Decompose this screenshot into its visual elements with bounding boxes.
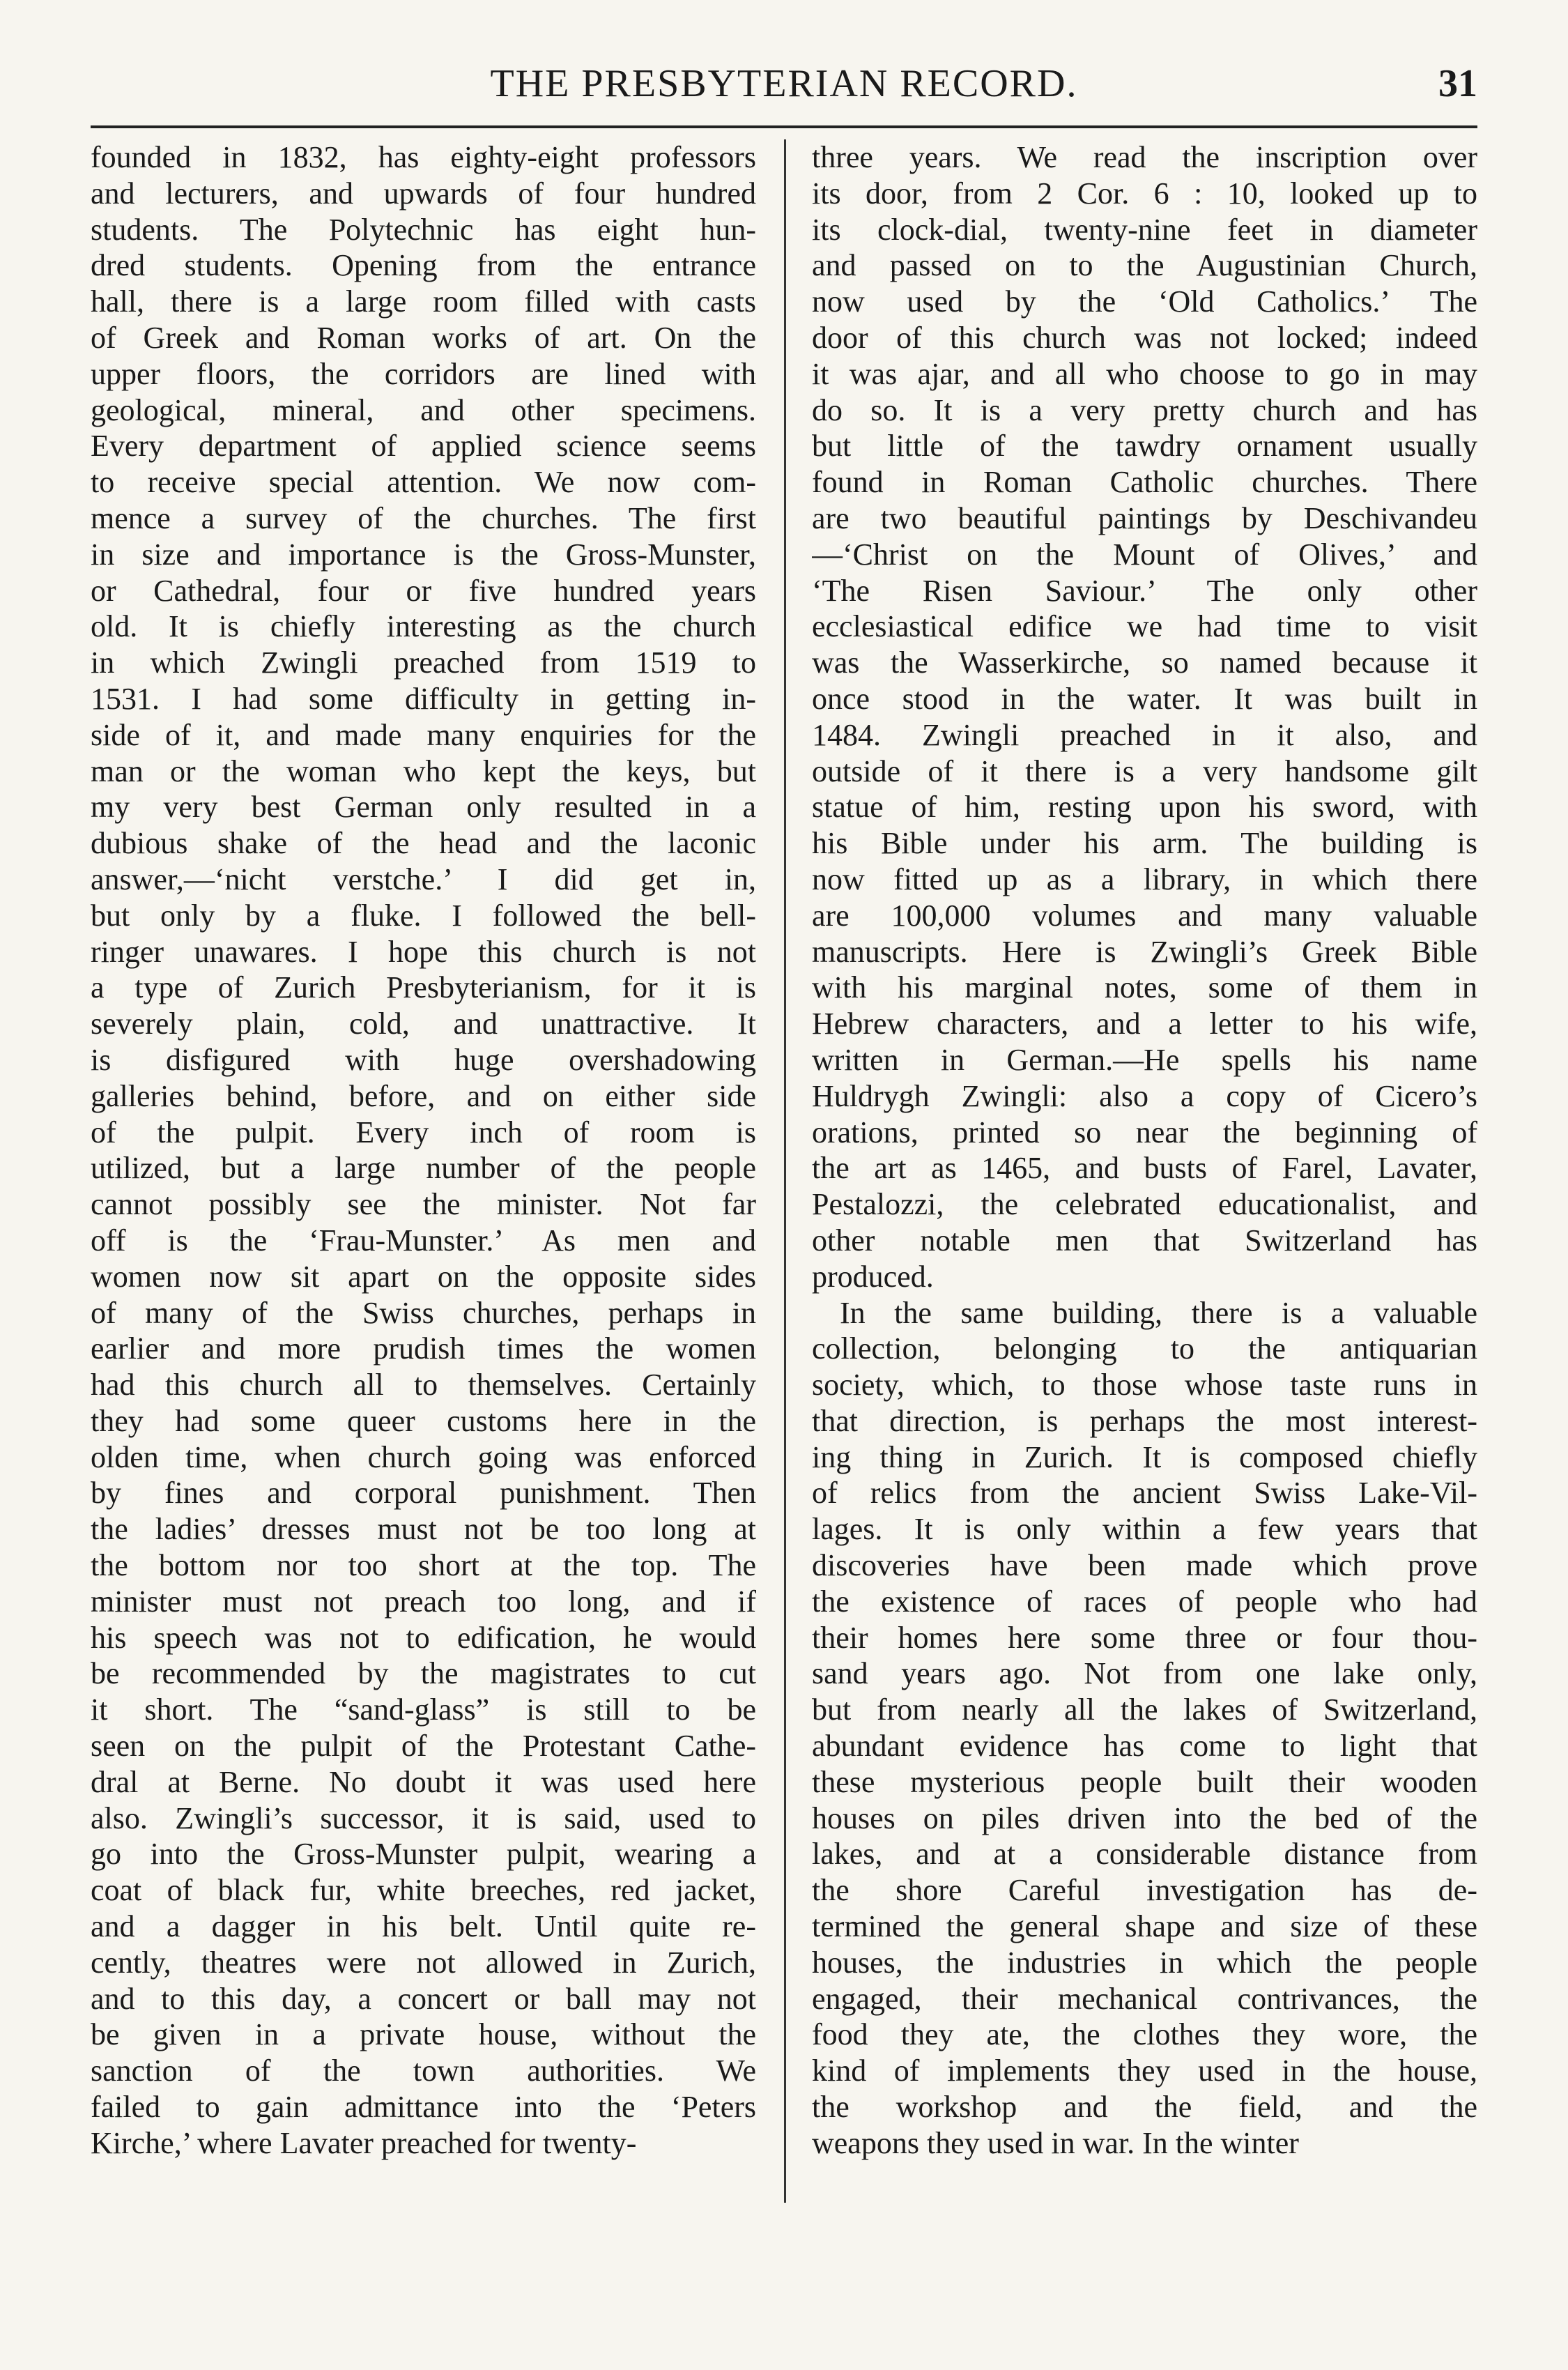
text-line: abundant evidence has come to light that: [812, 1729, 1477, 1764]
text-line: ringer unawares. I hope this church is not: [91, 934, 756, 969]
text-columns: [91, 139, 1477, 2231]
text-line: termined the general shape and size of these: [812, 1909, 1477, 1944]
running-head: [91, 54, 1477, 117]
text-line: and passed on to the Augustinian Church,: [812, 248, 1477, 283]
text-line: the art as 1465, and busts of Farel, Lavater,: [812, 1151, 1477, 1186]
text-line: women now sit apart on the opposite sides: [91, 1259, 756, 1294]
text-line: his Bible under his arm. The building is: [812, 826, 1477, 861]
text-line: 1484. Zwingli preached in it also, and: [812, 717, 1477, 752]
text-line: engaged, their mechanical contrivances, the: [812, 1981, 1477, 2016]
text-line: Huldrygh Zwingli: also a copy of Cicero’s: [812, 1078, 1477, 1113]
text-line: his speech was not to edification, he would: [91, 1620, 756, 1655]
text-line: dred students. Opening from the entrance: [91, 248, 756, 283]
text-line: utilized, but a large number of the people: [91, 1151, 756, 1186]
text-line: but only by a fluke. I followed the bell-: [91, 898, 756, 933]
text-line: by fines and corporal punishment. Then: [91, 1476, 756, 1511]
text-line: discoveries have been made which prove: [812, 1548, 1477, 1583]
text-line: In the same building, there is a valuable: [840, 1295, 1477, 1330]
right-column: [812, 139, 1477, 2231]
text-line: manuscripts. Here is Zwingli’s Greek Bible: [812, 934, 1477, 969]
text-line: galleries behind, before, and on either side: [91, 1078, 756, 1113]
text-line: upper floors, the corridors are lined with: [91, 356, 756, 391]
text-line: geological, mineral, and other specimens.: [91, 392, 756, 427]
text-line: failed to gain admittance into the ‘Peters: [91, 2090, 756, 2125]
text-line: but from nearly all the lakes of Switzerland,: [812, 1692, 1477, 1727]
text-line: earlier and more prudish times the women: [91, 1331, 756, 1366]
journal-title: THE PRESBYTERIAN RECORD.: [490, 62, 1078, 105]
text-line: houses on piles driven into the bed of the: [812, 1801, 1477, 1835]
text-line: the existence of races of people who had: [812, 1584, 1477, 1619]
text-line: Every department of applied science seems: [91, 429, 756, 464]
text-line: the workshop and the field, and the: [812, 2090, 1477, 2125]
text-line: once stood in the water. It was built in: [812, 681, 1477, 716]
text-line: sand years ago. Not from one lake only,: [812, 1656, 1477, 1691]
text-line: go into the Gross-Munster pulpit, wearing a: [91, 1837, 756, 1872]
text-line: other notable men that Switzerland has: [812, 1223, 1477, 1257]
text-line: old. It is chiefly interesting as the church: [91, 609, 756, 644]
text-line: the shore Careful investigation has de-: [812, 1873, 1477, 1908]
text-line: Kirche,’ where Lavater preached for twenty-: [91, 2125, 637, 2160]
column-divider: [784, 139, 786, 2203]
text-line: do so. It is a very pretty church and has: [812, 392, 1477, 427]
text-line: now used by the ‘Old Catholics.’ The: [812, 284, 1477, 319]
left-column: [91, 139, 756, 2231]
text-line: are 100,000 volumes and many valuable: [812, 898, 1477, 933]
text-line: lakes, and at a considerable distance from: [812, 1837, 1477, 1872]
text-line: coat of black fur, white breeches, red jacket,: [91, 1873, 756, 1908]
text-line: statue of him, resting upon his sword, with: [812, 790, 1477, 825]
text-line: food they ate, the clothes they wore, the: [812, 2017, 1477, 2052]
text-line: is disfigured with huge overshadowing: [91, 1042, 756, 1077]
text-line: sanction of the town authorities. We: [91, 2054, 756, 2088]
text-line: mence a survey of the churches. The first: [91, 500, 756, 535]
text-line: dral at Berne. No doubt it was used here: [91, 1764, 756, 1799]
text-line: ‘The Risen Saviour.’ The only other: [812, 573, 1477, 608]
text-line: olden time, when church going was enforced: [91, 1439, 756, 1474]
text-line: be given in a private house, without the: [91, 2017, 756, 2052]
text-line: and lecturers, and upwards of four hundred: [91, 176, 756, 211]
text-line: in size and importance is the Gross-Munster,: [91, 537, 756, 572]
text-line: of many of the Swiss churches, perhaps in: [91, 1295, 756, 1330]
text-line: in which Zwingli preached from 1519 to: [91, 645, 756, 680]
text-line: and a dagger in his belt. Until quite re-: [91, 1909, 756, 1944]
text-line: its door, from 2 Cor. 6 : 10, looked up to: [812, 176, 1477, 211]
text-line: dubious shake of the head and the laconic: [91, 826, 756, 861]
text-line: founded in 1832, has eighty-eight professors: [91, 140, 756, 174]
text-line: outside of it there is a very handsome gilt: [812, 754, 1477, 788]
header-rule: [91, 125, 1477, 128]
text-line: Pestalozzi, the celebrated educationalist, and: [812, 1187, 1477, 1222]
text-line: with his marginal notes, some of them in: [812, 970, 1477, 1005]
text-line: houses, the industries in which the people: [812, 1945, 1477, 1980]
text-line: and to this day, a concert or ball may not: [91, 1981, 756, 2016]
text-line: a type of Zurich Presbyterianism, for it is: [91, 970, 756, 1005]
text-line: ing thing in Zurich. It is composed chiefly: [812, 1439, 1477, 1474]
text-line: their homes here some three or four thou-: [812, 1620, 1477, 1655]
text-line: its clock-dial, twenty-nine feet in diameter: [812, 212, 1477, 247]
text-line: seen on the pulpit of the Protestant Cathe-: [91, 1729, 756, 1764]
text-line: it was ajar, and all who choose to go in may: [812, 356, 1477, 391]
text-line: —‘Christ on the Mount of Olives,’ and: [812, 537, 1477, 572]
text-line: was the Wasserkirche, so named because it: [812, 645, 1477, 680]
text-line: hall, there is a large room filled with casts: [91, 284, 756, 319]
text-line: off is the ‘Frau-Munster.’ As men and: [91, 1223, 756, 1257]
text-line: of relics from the ancient Swiss Lake-Vil-: [812, 1476, 1477, 1511]
text-line: are two beautiful paintings by Deschivandeu: [812, 500, 1477, 535]
text-line: door of this church was not locked; indeed: [812, 320, 1477, 355]
text-line: my very best German only resulted in a: [91, 790, 756, 825]
text-line: society, which, to those whose taste runs in: [812, 1368, 1477, 1402]
text-line: side of it, and made many enquiries for the: [91, 717, 756, 752]
text-line: found in Roman Catholic churches. There: [812, 465, 1477, 500]
text-line: students. The Polytechnic has eight hun-: [91, 212, 756, 247]
text-line: these mysterious people built their wooden: [812, 1764, 1477, 1799]
text-line: three years. We read the inscription over: [812, 140, 1477, 174]
text-line: collection, belonging to the antiquarian: [812, 1331, 1477, 1366]
text-line: the bottom nor too short at the top. The: [91, 1548, 756, 1583]
text-line: man or the woman who kept the keys, but: [91, 754, 756, 788]
text-line: had this church all to themselves. Certainly: [91, 1368, 756, 1402]
text-line: minister must not preach too long, and if: [91, 1584, 756, 1619]
text-line: it short. The “sand-glass” is still to be: [91, 1692, 756, 1727]
text-line: written in German.—He spells his name: [812, 1042, 1477, 1077]
text-line: ecclesiastical edifice we had time to visit: [812, 609, 1477, 644]
text-line: the ladies’ dresses must not be too long at: [91, 1512, 756, 1547]
text-line: also. Zwingli’s successor, it is said, used to: [91, 1801, 756, 1835]
text-line: or Cathedral, four or five hundred years: [91, 573, 756, 608]
text-line: 1531. I had some difficulty in getting in-: [91, 681, 756, 716]
text-line: now fitted up as a library, in which there: [812, 862, 1477, 896]
text-line: of the pulpit. Every inch of room is: [91, 1115, 756, 1149]
text-line: they had some queer customs here in the: [91, 1403, 756, 1438]
text-line: but little of the tawdry ornament usually: [812, 429, 1477, 464]
text-line: kind of implements they used in the house,: [812, 2054, 1477, 2088]
text-line: severely plain, cold, and unattractive. It: [91, 1007, 756, 1041]
text-line: orations, printed so near the beginning of: [812, 1115, 1477, 1149]
text-line: produced.: [812, 1259, 934, 1294]
text-line: answer,—‘nicht verstche.’ I did get in,: [91, 862, 756, 896]
text-line: that direction, is perhaps the most interest-: [812, 1403, 1477, 1438]
text-line: of Greek and Roman works of art. On the: [91, 320, 756, 355]
text-line: be recommended by the magistrates to cut: [91, 1656, 756, 1691]
text-line: Hebrew characters, and a letter to his wife,: [812, 1007, 1477, 1041]
text-line: weapons they used in war. In the winter: [812, 2125, 1299, 2160]
page-number: 31: [1438, 62, 1477, 105]
text-line: cannot possibly see the minister. Not far: [91, 1187, 756, 1222]
text-line: lages. It is only within a few years that: [812, 1512, 1477, 1547]
text-line: to receive special attention. We now com-: [91, 465, 756, 500]
text-line: cently, theatres were not allowed in Zurich,: [91, 1945, 756, 1980]
